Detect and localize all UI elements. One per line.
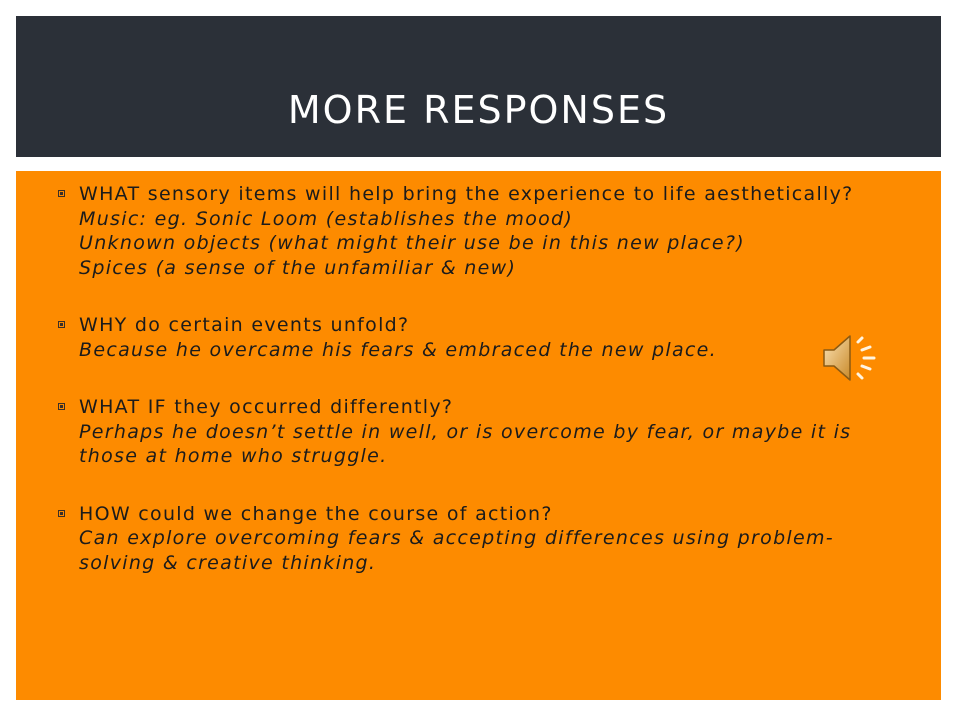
bullet-item-how <box>58 502 888 576</box>
bullet-marker-icon <box>58 510 65 517</box>
slide-title: MORE RESPONSES <box>287 88 670 132</box>
bullet-answer: Unknown objects (what might their use be in this new place?) <box>79 232 745 254</box>
bullet-answer: Perhaps he doesn’t settle in well, or is overcome by fear, or maybe it is those at home who struggle. <box>79 420 852 467</box>
bullet-question: WHAT sensory items will help bring the experience to life aesthetically? <box>79 183 854 205</box>
bullet-question: HOW could we change the course of action? <box>79 502 553 525</box>
bullet-item-why <box>58 313 888 362</box>
bullet-item-what <box>58 182 888 280</box>
bullet-answer: Can explore overcoming fears & accepting differences using problem-solving & creative thinking. <box>79 527 834 574</box>
bullet-marker-icon <box>58 403 65 410</box>
bullet-item-what-if <box>58 395 888 469</box>
bullet-question: WHY do certain events unfold? <box>79 314 410 336</box>
bullet-marker-icon <box>58 190 65 197</box>
bullet-marker-icon <box>58 321 65 328</box>
title-bar <box>16 16 941 157</box>
content-area <box>16 171 941 700</box>
speaker-icon[interactable] <box>820 330 884 386</box>
bullet-answer: Because he overcame his fears & embraced the new place. <box>79 338 717 361</box>
bullet-answer: Music: eg. Sonic Loom (establishes the mood) <box>79 207 574 230</box>
bullet-question: WHAT IF they occurred differently? <box>79 396 454 418</box>
bullet-answer: Spices (a sense of the unfamiliar & new) <box>79 256 517 279</box>
bullet-list <box>58 182 888 608</box>
